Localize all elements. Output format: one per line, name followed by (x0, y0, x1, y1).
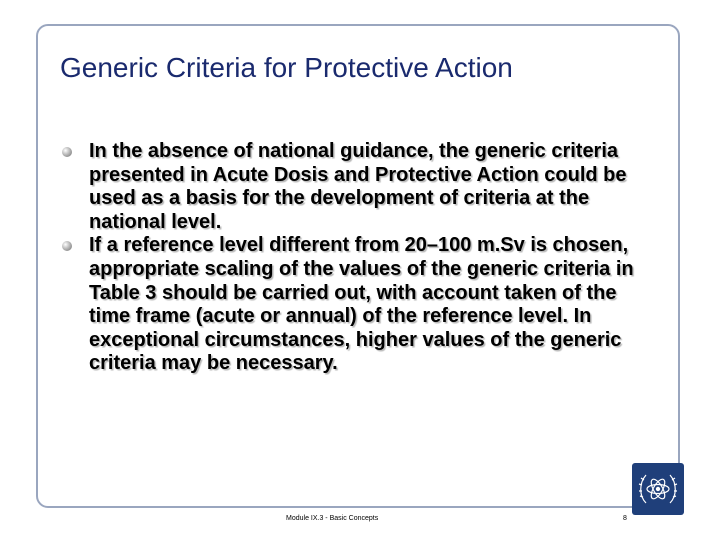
bullet-dot-icon (62, 241, 72, 251)
bullet-item (60, 234, 650, 376)
footer-page-number: 8 (623, 515, 627, 522)
bullet-dot-icon (62, 147, 72, 157)
atom-laurel-emblem-icon (632, 463, 684, 515)
bullet-text: If a reference level different from 20–100 m.Sv is chosen, appropriate scaling of the values of the generic criteria in Table 3 should be carried out, with account taken of the time frame (acute or annual) of the reference level. In exceptional circumstances, higher values of the generic criteria may be necessary. (89, 234, 634, 375)
bullet-text: In the absence of national guidance, the generic criteria presented in Acute Dosis and Protective Action could be used as a basis for the development of criteria at the national level. (89, 140, 627, 233)
bullet-list (60, 140, 650, 376)
footer-module-label: Module IX.3 - Basic Concepts (286, 515, 379, 522)
bullet-item (60, 140, 650, 234)
slide-title: Generic Criteria for Protective Action (60, 52, 513, 83)
